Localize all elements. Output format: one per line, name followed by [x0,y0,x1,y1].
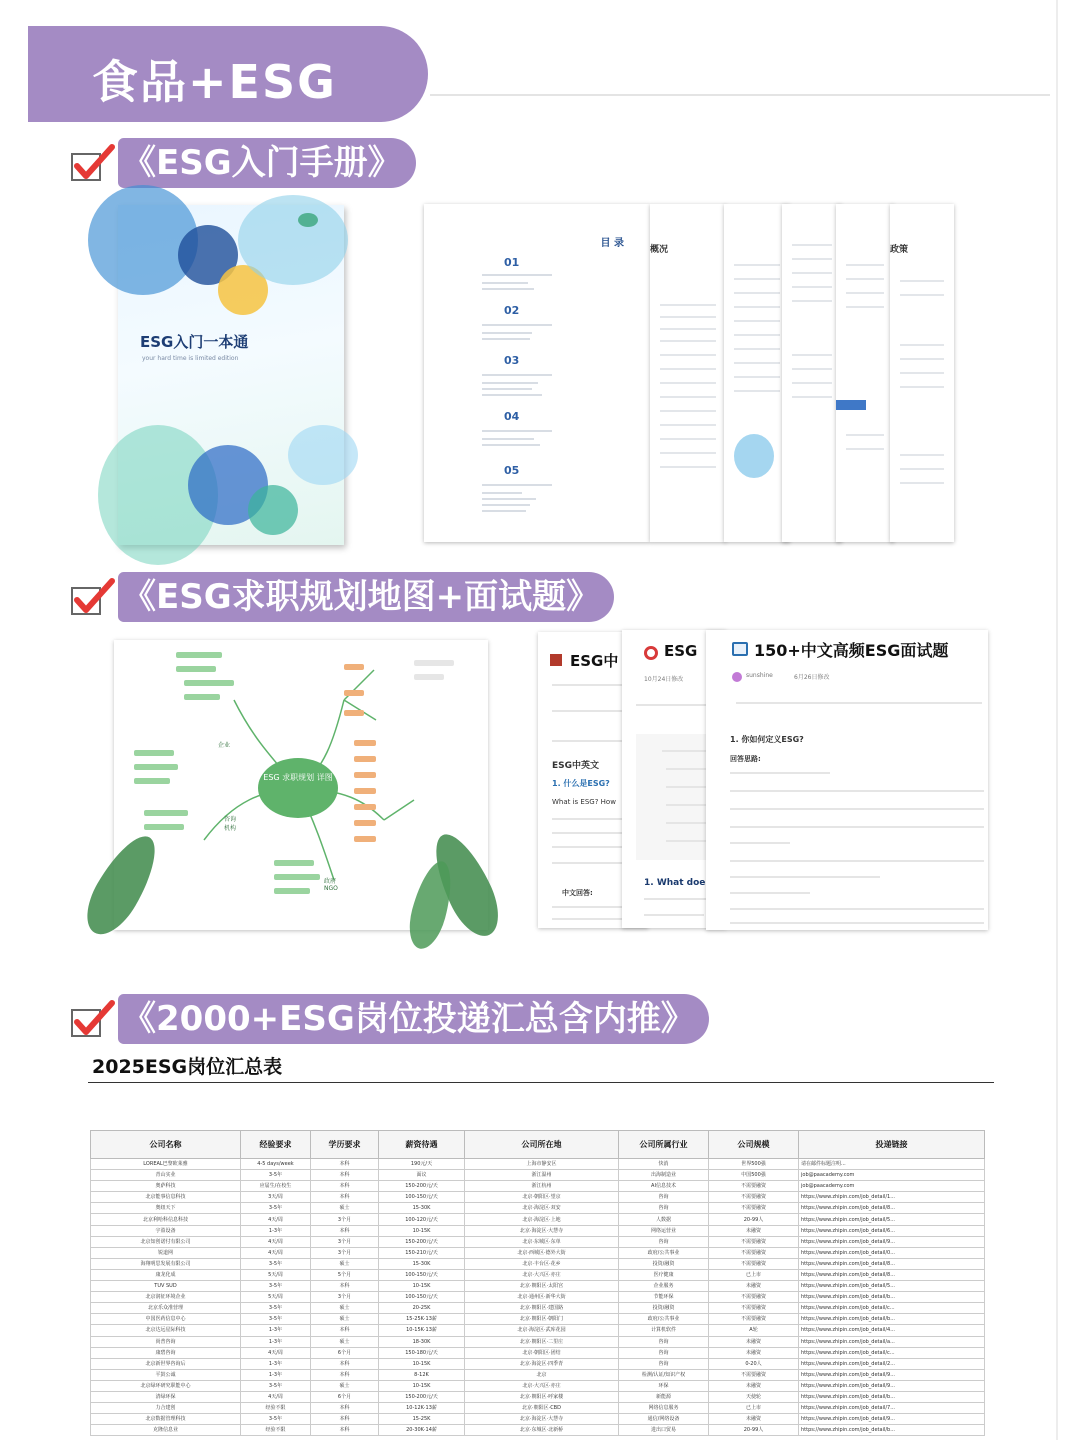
table-cell: 政府/公共事业 [619,1314,709,1325]
table-cell: 4天/周 [241,1236,311,1247]
spread-page [836,204,894,542]
table-cell: 出海制造业 [619,1170,709,1181]
table-cell: 北京·海淀区·武库花园 [465,1325,619,1336]
table-cell-link[interactable]: https://www.zhipin.com/job_detail/5... [799,1214,985,1225]
table-cell: 本科 [311,1170,379,1181]
table-cell: AI信息技术 [619,1181,709,1192]
table-cell-link[interactable]: https://www.zhipin.com/job_detail/b... [799,1292,985,1303]
table-cell: 本科 [311,1192,379,1203]
table-cell: 咨询 [619,1236,709,1247]
toc-number: 03 [504,354,520,367]
table-cell: 10-15K [379,1380,465,1391]
table-cell-link[interactable]: https://www.zhipin.com/job_detail/c... [799,1347,985,1358]
table-cell: 宇盈设备 [91,1225,241,1236]
card-question: 1. 你如何定义ESG? [730,735,804,744]
table-cell: 企业服务 [619,1281,709,1292]
table-cell: 浙江杭州 [465,1181,619,1192]
interview-doc-card-3 [706,630,988,930]
table-cell: 咨询 [619,1203,709,1214]
table-cell: 北京·朝阳区·朝阳门 [465,1314,619,1325]
table-row [91,1369,985,1380]
table-cell: 不需要融资 [709,1369,799,1380]
table-cell: 3-5年 [241,1414,311,1425]
table-cell: 北京·丰台区·花乡 [465,1258,619,1269]
table-cell: 不需要融资 [709,1314,799,1325]
table-cell: 锐道网 [91,1247,241,1258]
table-cell: 进出口贸易 [619,1425,709,1436]
checkbox-checked-icon [70,1000,116,1040]
table-cell: 3天/周 [241,1192,311,1203]
table-cell: 5天/周 [241,1269,311,1280]
table-row [91,1236,985,1247]
table-cell: 奥纽天下 [91,1203,241,1214]
table-cell: 6个月 [311,1347,379,1358]
table-row [91,1303,985,1314]
table-cell: 150-200元/天 [379,1181,465,1192]
table-cell: 计算机软件 [619,1325,709,1336]
table-cell: 3-5年 [241,1303,311,1314]
table-cell: 本科 [311,1425,379,1436]
page-tab-label: 政策 [890,245,909,255]
page-tab-label: 概况 [650,245,669,255]
table-row [91,1247,985,1258]
table-body [91,1159,985,1436]
table-cell: 0-20人 [709,1358,799,1369]
table-cell: 北京·海淀区·大慧寺 [465,1414,619,1425]
table-row [91,1403,985,1414]
table-cell: 人数据 [619,1214,709,1225]
table-cell: 1-3年 [241,1325,311,1336]
table-cell: 20-25K [379,1303,465,1314]
table-cell: 3-5年 [241,1170,311,1181]
table-cell-link[interactable]: https://www.zhipin.com/job_detail/8... [799,1203,985,1214]
table-cell: 本科 [311,1225,379,1236]
table-cell: 北京·朝阳区·CBD [465,1403,619,1414]
table-cell-link[interactable]: https://www.zhipin.com/job_detail/9... [799,1414,985,1425]
table-cell: 硕士 [311,1258,379,1269]
table-cell: 北京·东城区·北新桥 [465,1425,619,1436]
table-cell: 北京·朝阳区·太阳宫 [465,1281,619,1292]
table-cell: 已上市 [709,1269,799,1280]
table-cell: 不需要融资 [709,1203,799,1214]
table-cell: 本科 [311,1403,379,1414]
table-cell: TUV SUD [91,1281,241,1292]
table-cell: 中国500强 [709,1170,799,1181]
mindmap-branch: 咨询 机构 [224,816,237,832]
card-date: 10月24日修改 [644,676,684,683]
card-question-text: What is ESG? How [552,798,616,806]
toc-heading: 目 录 [600,238,624,249]
table-cell: 不需要融资 [709,1247,799,1258]
table-cell: 190元/天 [379,1159,465,1170]
table-cell: 北京·朝阳区·团结 [465,1347,619,1358]
table-cell: 不需要融资 [709,1192,799,1203]
table-row [91,1414,985,1425]
table-cell: 应届生/在校生 [241,1181,311,1192]
table-cell: 未融资 [709,1336,799,1347]
table-cell: 硕士 [311,1303,379,1314]
table-cell: 通信/网络设备 [619,1414,709,1425]
table-cell-link[interactable]: https://www.zhipin.com/job_detail/5... [799,1281,985,1292]
toc-page [424,204,650,542]
header-divider [430,94,1050,96]
table-cell: 世界500强 [709,1159,799,1170]
toc-number: 04 [504,410,520,423]
card-author: sunshine [746,672,773,679]
table-row [91,1281,985,1292]
table-cell: 3-5年 [241,1258,311,1269]
table-cell: 上海市静安区 [465,1159,619,1170]
table-row [91,1192,985,1203]
spread-page [890,204,954,542]
table-cell: 未融资 [709,1347,799,1358]
table-row [91,1225,985,1236]
table-cell: 北京·海淀区·四季青 [465,1358,619,1369]
table-cell: 检测/认证/知识产权 [619,1369,709,1380]
table-cell: 北京·海淀区·上地 [465,1214,619,1225]
table-cell: 100-150元/天 [379,1292,465,1303]
table-cell: 硕士 [311,1203,379,1214]
table-cell: 网络运营业 [619,1225,709,1236]
table-cell: 10-15K·13薪 [379,1325,465,1336]
table-cell-link[interactable]: https://www.zhipin.com/job_detail/9... [799,1380,985,1391]
table-cell: 本科 [311,1325,379,1336]
table-cell: 15-30K [379,1203,465,1214]
table-cell: LOREAL巴黎欧莱雅 [91,1159,241,1170]
table-cell: 1-3年 [241,1225,311,1236]
table-header-cell: 公司名称 [91,1131,241,1159]
table-cell: 3个月 [311,1236,379,1247]
table-cell: 4天/周 [241,1247,311,1258]
section-label-career-map: 《ESG求职规划地图+面试题》 [118,572,614,622]
table-cell: 不需要融资 [709,1236,799,1247]
table-cell: 本科 [311,1281,379,1292]
table-cell: 北京数据管理科技 [91,1414,241,1425]
card-section: ESG中英文 [552,761,600,771]
table-cell: 不需要融资 [709,1181,799,1192]
table-cell: 浙江温州 [465,1170,619,1181]
table-cell: 硕士 [311,1314,379,1325]
page-title: 食品+ESG [92,55,337,109]
table-cell: 10-12K·13薪 [379,1403,465,1414]
card-answer-label: 回答思路: [730,755,761,763]
table-cell: 150-210元/天 [379,1247,465,1258]
table-cell: 未融资 [709,1225,799,1236]
table-cell: 本科 [311,1369,379,1380]
table-cell: 10-15K [379,1358,465,1369]
table-cell: 经验不限 [241,1403,311,1414]
table-cell: 北京·大兴区·亦庄 [465,1380,619,1391]
table-cell-link[interactable]: https://www.zhipin.com/job_detail/8... [799,1258,985,1269]
table-cell: 北京乐众准营理 [91,1303,241,1314]
card-question: 1. 什么是ESG? [552,779,610,788]
table-cell: 未融资 [709,1380,799,1391]
table-title: 2025ESG岗位汇总表 [92,1056,283,1078]
table-cell-link[interactable]: https://www.zhipin.com/job_detail/a... [799,1336,985,1347]
table-cell: 北京·朝阳区·望京 [465,1192,619,1203]
handbook-cover-subtitle: your hard time is limited edition [142,355,239,362]
table-cell: 北京新世界咨询后 [91,1358,241,1369]
table-cell: 本科 [311,1358,379,1369]
checkbox-checked-icon [70,578,116,618]
table-header-cell: 学历要求 [311,1131,379,1159]
table-cell-link[interactable]: https://www.zhipin.com/job_detail/b... [799,1391,985,1402]
table-cell: 北京润征环境企业 [91,1292,241,1303]
table-cell: 150-200元/天 [379,1391,465,1402]
table-cell: 4天/周 [241,1391,311,1402]
table-header-row [91,1131,985,1159]
table-cell-link[interactable]: 请在邮件标题注明... [799,1159,985,1170]
table-cell: 北京·朝阳区·建国路 [465,1303,619,1314]
table-cell: 本科 [311,1181,379,1192]
table-cell: 尚普咨询 [91,1336,241,1347]
table-cell: 克隆信息业 [91,1425,241,1436]
table-cell-link[interactable]: https://www.zhipin.com/job_detail/c... [799,1303,985,1314]
table-cell: 天使轮 [709,1391,799,1402]
table-cell: 15-30K [379,1258,465,1269]
spread-page [724,204,790,542]
table-cell: 青山实业 [91,1170,241,1181]
table-cell: 新能源 [619,1391,709,1402]
toc-number: 01 [504,256,520,269]
table-cell: 环保 [619,1380,709,1391]
table-cell-link[interactable]: https://www.zhipin.com/job_detail/8... [799,1269,985,1280]
table-header-cell: 公司所属行业 [619,1131,709,1159]
table-cell: 北京·西城区·德外大街 [465,1247,619,1258]
card-title: 150+中文高频ESG面试题 [754,641,949,660]
table-row [91,1325,985,1336]
card-answer-label: 中文回答: [562,889,593,897]
table-cell: 3-5年 [241,1380,311,1391]
section-label-handbook: 《ESG入门手册》 [118,138,416,188]
table-cell: 本科 [311,1159,379,1170]
table-cell: 硕士 [311,1336,379,1347]
table-header-cell: 公司规模 [709,1131,799,1159]
table-cell: 4-5 days/week [241,1159,311,1170]
spread-page [782,204,842,542]
table-cell: 3个月 [311,1214,379,1225]
right-border-line [1056,0,1058,1440]
handbook-pages-spread [424,204,954,544]
table-cell: 3-5年 [241,1281,311,1292]
table-cell: 1-3年 [241,1369,311,1380]
table-cell: 20-99人 [709,1425,799,1436]
table-row [91,1159,985,1170]
table-row [91,1258,985,1269]
table-cell: 不需要融资 [709,1292,799,1303]
table-cell: 100-150元/天 [379,1192,465,1203]
toc-number: 05 [504,464,520,477]
table-cell: 3个月 [311,1247,379,1258]
table-cell: 10-15K [379,1225,465,1236]
table-cell: 快消 [619,1159,709,1170]
table-cell: 力合建创 [91,1403,241,1414]
table-cell: 中国医药信息中心 [91,1314,241,1325]
table-cell: A轮 [709,1325,799,1336]
table-cell: 清绿环保 [91,1391,241,1402]
table-row [91,1214,985,1225]
table-cell: 北京知创诺付有限公司 [91,1236,241,1247]
table-cell: 北京·大兴区·亦庄 [465,1269,619,1280]
table-row [91,1336,985,1347]
table-cell-link[interactable]: job@paacademy.com [799,1181,985,1192]
table-cell: 医疗健康 [619,1269,709,1280]
table-cell-link[interactable]: https://www.zhipin.com/job_detail/6... [799,1225,985,1236]
table-row [91,1347,985,1358]
section-label-job-list: 《2000+ESG岗位投递汇总含内推》 [118,994,709,1044]
table-cell: 1-3年 [241,1358,311,1369]
table-cell: 1-3年 [241,1336,311,1347]
table-cell: 北京 [465,1369,619,1380]
table-cell: 北京绿环研究职能中心 [91,1380,241,1391]
table-cell: 3个月 [311,1292,379,1303]
table-cell: 15-25K [379,1414,465,1425]
table-cell-link[interactable]: https://www.zhipin.com/job_detail/9... [799,1236,985,1247]
table-cell-link[interactable]: https://www.zhipin.com/job_detail/b... [799,1314,985,1325]
mindmap-branch: 政府 NGO [324,878,338,892]
table-cell: 已上市 [709,1403,799,1414]
table-header-cell: 投递链接 [799,1131,985,1159]
table-cell: 投资/融资 [619,1258,709,1269]
table-cell: 政府/公共事业 [619,1247,709,1258]
table-title-underline [88,1082,994,1083]
table-cell: 咨询 [619,1358,709,1369]
table-cell: 150-180元/天 [379,1347,465,1358]
table-cell: 网络信息服务 [619,1403,709,1414]
table-cell: 北京达远星际科技 [91,1325,241,1336]
table-cell: 10-15K [379,1281,465,1292]
table-cell: 不需要融资 [709,1258,799,1269]
table-cell: 150-200元/天 [379,1236,465,1247]
table-cell: 20-30K·14薪 [379,1425,465,1436]
table-cell: 本科 [311,1414,379,1425]
table-header-cell: 公司所在地 [465,1131,619,1159]
table-cell: 北京·朝阳区·二里庄 [465,1336,619,1347]
table-cell-link[interactable]: https://www.zhipin.com/job_detail/7... [799,1403,985,1414]
mindmap-center-node: ESG 求职规划 详图 [258,758,338,818]
table-cell-link[interactable]: https://www.zhipin.com/job_detail/0... [799,1247,985,1258]
table-cell: 100-120元/天 [379,1214,465,1225]
spread-page [650,204,726,542]
handbook-cover-title: ESG入门一本通 [140,333,249,351]
table-cell: 8-12K [379,1369,465,1380]
table-cell: 不需要融资 [709,1303,799,1314]
table-header-cell: 经验要求 [241,1131,311,1159]
table-cell: 未融资 [709,1414,799,1425]
card-question: 1. What doe [644,878,706,888]
table-cell: 投资/融资 [619,1303,709,1314]
table-cell: 海翔明思发展有限公司 [91,1258,241,1269]
career-mindmap [114,640,488,930]
table-cell-link[interactable]: https://www.zhipin.com/job_detail/1... [799,1192,985,1203]
table-header-cell: 薪资待遇 [379,1131,465,1159]
table-cell: 咨询 [619,1336,709,1347]
table-cell: 北京能事信息科技 [91,1192,241,1203]
table-row [91,1425,985,1436]
table-cell-link[interactable]: https://www.zhipin.com/job_detail/b... [799,1425,985,1436]
table-cell: 4天/周 [241,1347,311,1358]
table-cell: 奥萨科技 [91,1181,241,1192]
table-cell-link[interactable]: https://www.zhipin.com/job_detail/2... [799,1358,985,1369]
table-cell: 20-99人 [709,1214,799,1225]
table-cell: 6个月 [311,1391,379,1402]
table-cell: 咨询 [619,1347,709,1358]
table-row [91,1170,985,1181]
table-cell: 5个月 [311,1269,379,1280]
table-row [91,1292,985,1303]
table-cell: 3-5年 [241,1314,311,1325]
handbook-cover [118,205,344,545]
table-cell: 北京·朝阳区·呼家楼 [465,1391,619,1402]
table-cell: 咨询 [619,1192,709,1203]
table-cell: 100-150元/天 [379,1269,465,1280]
table-cell: 3-5年 [241,1203,311,1214]
table-cell: 18-30K [379,1336,465,1347]
table-cell: 硕士 [311,1380,379,1391]
table-row [91,1314,985,1325]
table-row [91,1269,985,1280]
card-title: ESG [664,642,698,660]
table-cell: 5天/周 [241,1292,311,1303]
table-cell: 4天/周 [241,1214,311,1225]
table-cell-link[interactable]: job@paacademy.com [799,1170,985,1181]
table-cell: 面议 [379,1170,465,1181]
jobs-table-image [88,1046,994,1434]
table-cell: 节能环保 [619,1292,709,1303]
table-row [91,1358,985,1369]
table-cell: 未融资 [709,1281,799,1292]
table-cell: 北京·海淀区·双安 [465,1203,619,1214]
table-cell-link[interactable]: https://www.zhipin.com/job_detail/4... [799,1325,985,1336]
table-cell: 康碧咨询 [91,1347,241,1358]
table-cell: 北京·东城区·东单 [465,1236,619,1247]
table-cell: 15-25K·13薪 [379,1314,465,1325]
table-row [91,1380,985,1391]
table-row [91,1181,985,1192]
checkbox-checked-icon [70,144,116,184]
table-cell: 经验不限 [241,1425,311,1436]
card-date: 6月26日修改 [794,674,830,681]
jobs-table [90,1130,985,1436]
table-cell: 平鼓公诚 [91,1369,241,1380]
table-cell: 康龙化成 [91,1269,241,1280]
table-cell: 北京利哈科信息科技 [91,1214,241,1225]
table-cell-link[interactable]: https://www.zhipin.com/job_detail/9... [799,1369,985,1380]
table-cell: 北京·海淀区·大慧寺 [465,1225,619,1236]
table-row [91,1203,985,1214]
mindmap-branch: 企业 [218,742,231,749]
card-title: ESG中 [570,652,619,670]
toc-number: 02 [504,304,520,317]
table-cell: 北京·通州区·新华大街 [465,1292,619,1303]
table-row [91,1391,985,1402]
